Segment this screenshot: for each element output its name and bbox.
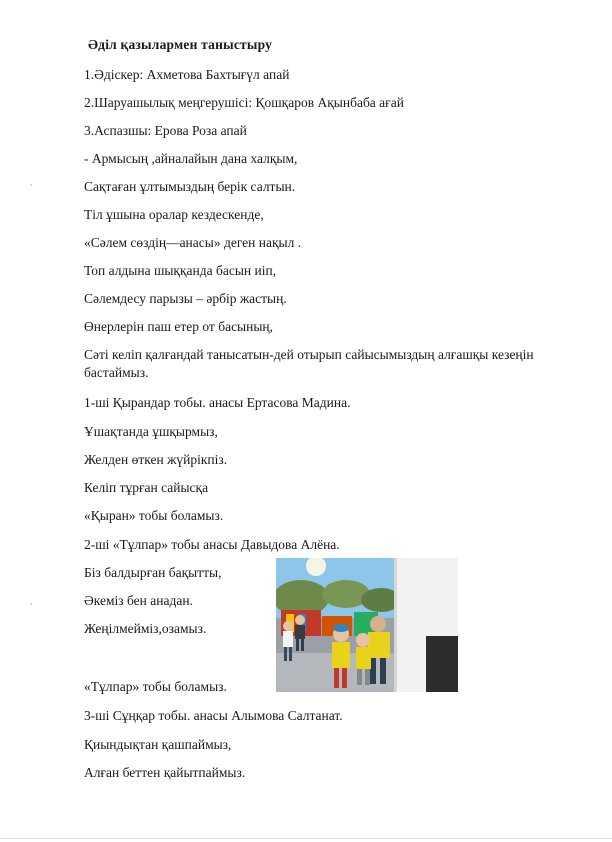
team3-line-1: Қиындықтан қашпаймыз, xyxy=(84,737,232,752)
jury-line-2: 2.Шаруашылық меңгерушісі: Қошқаров Ақынбаба ағай xyxy=(84,95,404,110)
poem-line-6: Сәлемдесу парызы – әрбір жастың. xyxy=(84,291,287,306)
poem-line-7: Өнерлерін паш етер от басының, xyxy=(84,319,274,334)
team3-heading: 3-ші Сұңқар тобы. анасы Алымова Салтанат. xyxy=(84,708,343,723)
poem-line-1: - Армысың ,айналайын дана халқым, xyxy=(84,151,298,166)
document-title: Әділ қазылармен таныстыру xyxy=(88,37,273,52)
jury-line-1: 1.Әдіскер: Ахметова Бахтығүл апай xyxy=(84,67,290,82)
team2-line-1: Біз балдырған бақытты, xyxy=(84,565,222,580)
team2-heading: 2-ші «Тұлпар» тобы анасы Давыдова Алёна. xyxy=(84,537,340,552)
team2-line-4: «Тұлпар» тобы боламыз. xyxy=(84,679,227,694)
scan-speck xyxy=(30,184,32,186)
scan-speck xyxy=(30,603,32,605)
team3-line-2: Алған беттен қайытпаймыз. xyxy=(84,765,246,780)
poem-line-5: Топ алдына шыққанда басын иіп, xyxy=(84,263,277,278)
children-photo-illustration xyxy=(276,558,458,692)
team1-heading: 1-ші Қырандар тобы. анасы Ертасова Мадина. xyxy=(84,395,351,410)
team1-line-3: Келіп тұрған сайысқа xyxy=(84,480,209,495)
team1-line-1: Ұшақтанда ұшқырмыз, xyxy=(84,424,218,439)
team1-line-2: Желден өткен жүйрікпіз. xyxy=(84,452,228,467)
scan-edge-line xyxy=(0,838,612,839)
poem-line-4: «Сәлем сөздің—анасы» деген нақыл . xyxy=(84,235,302,250)
jury-line-3: 3.Аспазшы: Ерова Роза апай xyxy=(84,123,247,138)
team1-line-4: «Қыран» тобы боламыз. xyxy=(84,508,224,523)
children-photo xyxy=(276,558,458,692)
intro-paragraph: Сәті келіп қалғандай танысатын-дей отырып сайысымыздың алғашқы кезеңін бастаймыз. xyxy=(84,347,534,380)
team2-line-3: Жеңілмейміз,озамыз. xyxy=(84,621,207,636)
poem-line-3: Тіл ұшына оралар кездескенде, xyxy=(84,207,264,222)
team2-line-2: Әкеміз бен анадан. xyxy=(84,593,193,608)
poem-line-2: Сақтаған ұлтымыздың берік салтын. xyxy=(84,179,296,194)
